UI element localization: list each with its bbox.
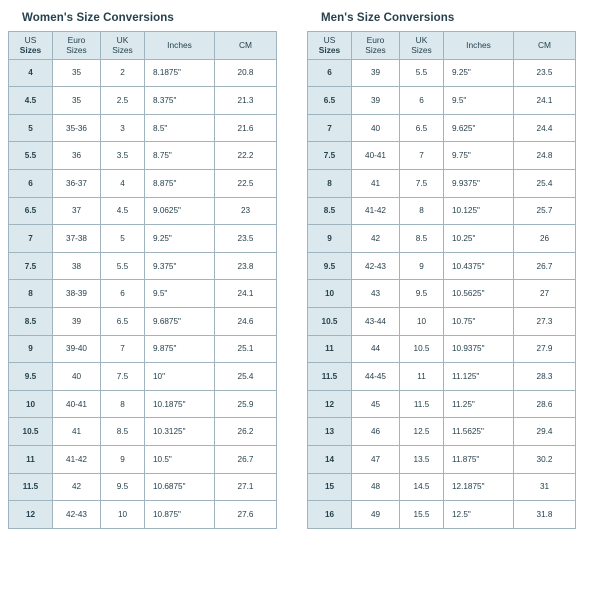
table-row xyxy=(308,142,576,170)
table-row xyxy=(9,142,277,170)
womens-size-table xyxy=(8,31,277,529)
mens-table-head xyxy=(308,32,576,60)
table-row xyxy=(308,169,576,197)
cell-uk-size: 7.5 xyxy=(400,169,444,197)
cell-uk-size: 4.5 xyxy=(101,197,145,225)
cell-us-size: 12 xyxy=(308,390,352,418)
cell-cm: 28.6 xyxy=(514,390,576,418)
column-header-us xyxy=(308,32,352,60)
cell-euro-size: 46 xyxy=(352,418,400,446)
mens-table-title: Men's Size Conversions xyxy=(321,12,455,24)
cell-cm: 22.2 xyxy=(215,142,277,170)
cell-cm: 26.7 xyxy=(215,445,277,473)
cell-inches: 9.625" xyxy=(444,114,514,142)
cell-inches: 11.5625" xyxy=(444,418,514,446)
cell-uk-size: 7 xyxy=(400,142,444,170)
cell-uk-size: 8 xyxy=(400,197,444,225)
womens-panel xyxy=(8,10,293,600)
cell-cm: 25.7 xyxy=(514,197,576,225)
cell-us-size: 4 xyxy=(9,59,53,87)
cell-us-size: 6 xyxy=(308,59,352,87)
cell-inches: 10.3125" xyxy=(145,418,215,446)
cell-euro-size: 39 xyxy=(352,59,400,87)
cell-cm: 21.6 xyxy=(215,114,277,142)
cell-cm: 24.6 xyxy=(215,307,277,335)
table-row xyxy=(308,418,576,446)
cell-cm: 23 xyxy=(215,197,277,225)
cell-uk-size: 14.5 xyxy=(400,473,444,501)
table-row xyxy=(9,59,277,87)
cell-euro-size: 35 xyxy=(53,87,101,115)
cell-uk-size: 6 xyxy=(400,87,444,115)
cell-inches: 9.0625" xyxy=(145,197,215,225)
cell-uk-size: 10 xyxy=(400,307,444,335)
column-header-uk-line2: Sizes xyxy=(112,45,133,56)
cell-cm: 24.1 xyxy=(215,280,277,308)
column-header-euro xyxy=(53,32,101,60)
cell-euro-size: 44 xyxy=(352,335,400,363)
cell-inches: 12.1875" xyxy=(444,473,514,501)
cell-cm: 29.4 xyxy=(514,418,576,446)
cell-euro-size: 49 xyxy=(352,501,400,529)
cell-inches: 9.375" xyxy=(145,252,215,280)
cell-uk-size: 7 xyxy=(101,335,145,363)
cell-cm: 26 xyxy=(514,225,576,253)
table-row xyxy=(308,114,576,142)
cell-inches: 11.125" xyxy=(444,363,514,391)
cell-euro-size: 43-44 xyxy=(352,307,400,335)
cell-us-size: 10.5 xyxy=(308,307,352,335)
cell-euro-size: 39-40 xyxy=(53,335,101,363)
cell-cm: 31.8 xyxy=(514,501,576,529)
cell-us-size: 15 xyxy=(308,473,352,501)
cell-us-size: 8.5 xyxy=(308,197,352,225)
cell-cm: 27.6 xyxy=(215,501,277,529)
cell-us-size: 5.5 xyxy=(9,142,53,170)
cell-us-size: 10 xyxy=(9,390,53,418)
cell-euro-size: 35-36 xyxy=(53,114,101,142)
cell-uk-size: 8 xyxy=(101,390,145,418)
table-row xyxy=(308,87,576,115)
cell-us-size: 6.5 xyxy=(308,87,352,115)
cell-cm: 25.4 xyxy=(215,363,277,391)
cell-euro-size: 40-41 xyxy=(53,390,101,418)
cell-us-size: 10.5 xyxy=(9,418,53,446)
cell-cm: 27.3 xyxy=(514,307,576,335)
cell-cm: 28.3 xyxy=(514,363,576,391)
mens-size-table xyxy=(307,31,576,529)
table-row xyxy=(9,225,277,253)
cell-euro-size: 41-42 xyxy=(53,445,101,473)
cell-us-size: 6 xyxy=(9,169,53,197)
cell-inches: 10.9375" xyxy=(444,335,514,363)
cell-us-size: 9.5 xyxy=(9,363,53,391)
table-row xyxy=(9,280,277,308)
cell-euro-size: 36-37 xyxy=(53,169,101,197)
table-row xyxy=(9,252,277,280)
table-row xyxy=(9,473,277,501)
cell-euro-size: 42-43 xyxy=(352,252,400,280)
cell-cm: 24.4 xyxy=(514,114,576,142)
cell-uk-size: 9 xyxy=(400,252,444,280)
cell-uk-size: 4 xyxy=(101,169,145,197)
cell-uk-size: 8.5 xyxy=(101,418,145,446)
cell-inches: 10.4375" xyxy=(444,252,514,280)
table-row xyxy=(308,335,576,363)
cell-inches: 10.875" xyxy=(145,501,215,529)
cell-uk-size: 10.5 xyxy=(400,335,444,363)
cell-uk-size: 6.5 xyxy=(400,114,444,142)
cell-inches: 10.25" xyxy=(444,225,514,253)
table-row xyxy=(9,114,277,142)
cell-inches: 9.5" xyxy=(145,280,215,308)
column-header-euro-line2: Sizes xyxy=(66,45,87,56)
column-header-uk xyxy=(400,32,444,60)
cell-euro-size: 37-38 xyxy=(53,225,101,253)
cell-inches: 12.5" xyxy=(444,501,514,529)
table-row xyxy=(308,280,576,308)
table-row xyxy=(308,473,576,501)
cell-inches: 11.875" xyxy=(444,445,514,473)
cell-uk-size: 9.5 xyxy=(101,473,145,501)
table-row xyxy=(9,363,277,391)
table-row xyxy=(9,87,277,115)
column-header-us-line1: US xyxy=(24,34,37,45)
cell-euro-size: 38-39 xyxy=(53,280,101,308)
cell-cm: 25.1 xyxy=(215,335,277,363)
column-header-euro-line2: Sizes xyxy=(365,45,386,56)
cell-us-size: 7.5 xyxy=(308,142,352,170)
cell-us-size: 4.5 xyxy=(9,87,53,115)
cell-inches: 9.875" xyxy=(145,335,215,363)
column-header-us xyxy=(9,32,53,60)
column-header-uk-line1: UK xyxy=(116,34,129,45)
cell-inches: 10.5" xyxy=(145,445,215,473)
cell-uk-size: 7.5 xyxy=(101,363,145,391)
column-header-us-line2: Sizes xyxy=(318,45,341,56)
cell-euro-size: 41 xyxy=(53,418,101,446)
cell-cm: 23.5 xyxy=(514,59,576,87)
cell-uk-size: 11 xyxy=(400,363,444,391)
cell-us-size: 16 xyxy=(308,501,352,529)
cell-us-size: 9 xyxy=(308,225,352,253)
column-header-euro xyxy=(352,32,400,60)
cell-euro-size: 39 xyxy=(352,87,400,115)
cell-euro-size: 37 xyxy=(53,197,101,225)
cell-us-size: 8 xyxy=(9,280,53,308)
cell-us-size: 7 xyxy=(9,225,53,253)
womens-table-body xyxy=(9,59,277,528)
cell-euro-size: 43 xyxy=(352,280,400,308)
cell-us-size: 9.5 xyxy=(308,252,352,280)
cell-inches: 9.9375" xyxy=(444,169,514,197)
cell-cm: 22.5 xyxy=(215,169,277,197)
cell-us-size: 11 xyxy=(9,445,53,473)
cell-us-size: 7 xyxy=(308,114,352,142)
cell-euro-size: 41-42 xyxy=(352,197,400,225)
cell-us-size: 13 xyxy=(308,418,352,446)
cell-inches: 10.5625" xyxy=(444,280,514,308)
cell-uk-size: 8.5 xyxy=(400,225,444,253)
cell-euro-size: 42-43 xyxy=(53,501,101,529)
table-row xyxy=(9,418,277,446)
cell-us-size: 10 xyxy=(308,280,352,308)
cell-uk-size: 5.5 xyxy=(400,59,444,87)
womens-table-title: Women's Size Conversions xyxy=(22,12,174,24)
cell-inches: 8.1875" xyxy=(145,59,215,87)
column-header-inches-line1: Inches xyxy=(466,40,491,51)
cell-euro-size: 48 xyxy=(352,473,400,501)
cell-uk-size: 10 xyxy=(101,501,145,529)
cell-inches: 10.75" xyxy=(444,307,514,335)
cell-us-size: 14 xyxy=(308,445,352,473)
column-header-cm xyxy=(514,32,576,60)
cell-inches: 9.25" xyxy=(145,225,215,253)
cell-uk-size: 9 xyxy=(101,445,145,473)
table-row xyxy=(9,197,277,225)
cell-cm: 23.5 xyxy=(215,225,277,253)
column-header-uk xyxy=(101,32,145,60)
cell-inches: 10" xyxy=(145,363,215,391)
cell-uk-size: 3.5 xyxy=(101,142,145,170)
table-row xyxy=(308,501,576,529)
column-header-inches xyxy=(444,32,514,60)
cell-uk-size: 2 xyxy=(101,59,145,87)
column-header-cm-line1: CM xyxy=(537,40,552,51)
cell-us-size: 8.5 xyxy=(9,307,53,335)
cell-uk-size: 12.5 xyxy=(400,418,444,446)
womens-table-head xyxy=(9,32,277,60)
table-row xyxy=(308,390,576,418)
cell-inches: 9.75" xyxy=(444,142,514,170)
cell-us-size: 8 xyxy=(308,169,352,197)
cell-euro-size: 35 xyxy=(53,59,101,87)
mens-panel xyxy=(307,10,592,600)
cell-cm: 26.2 xyxy=(215,418,277,446)
column-header-us-line1: US xyxy=(323,34,336,45)
column-header-cm-line1: CM xyxy=(238,40,253,51)
cell-inches: 8.5" xyxy=(145,114,215,142)
cell-uk-size: 9.5 xyxy=(400,280,444,308)
cell-euro-size: 40 xyxy=(53,363,101,391)
cell-euro-size: 42 xyxy=(352,225,400,253)
cell-cm: 25.4 xyxy=(514,169,576,197)
cell-uk-size: 2.5 xyxy=(101,87,145,115)
cell-euro-size: 42 xyxy=(53,473,101,501)
cell-uk-size: 6.5 xyxy=(101,307,145,335)
cell-us-size: 5 xyxy=(9,114,53,142)
cell-inches: 11.25" xyxy=(444,390,514,418)
table-row xyxy=(308,252,576,280)
cell-us-size: 9 xyxy=(9,335,53,363)
cell-us-size: 11.5 xyxy=(308,363,352,391)
column-header-uk-line2: Sizes xyxy=(411,45,432,56)
table-row xyxy=(9,307,277,335)
cell-cm: 25.9 xyxy=(215,390,277,418)
cell-inches: 8.375" xyxy=(145,87,215,115)
table-header-row xyxy=(9,32,277,60)
cell-cm: 30.2 xyxy=(514,445,576,473)
table-row xyxy=(308,307,576,335)
cell-uk-size: 15.5 xyxy=(400,501,444,529)
column-header-inches-line1: Inches xyxy=(167,40,192,51)
table-row xyxy=(9,169,277,197)
cell-cm: 26.7 xyxy=(514,252,576,280)
cell-euro-size: 36 xyxy=(53,142,101,170)
cell-cm: 20.8 xyxy=(215,59,277,87)
column-header-us-line2: Sizes xyxy=(19,45,42,56)
cell-inches: 9.6875" xyxy=(145,307,215,335)
cell-us-size: 11 xyxy=(308,335,352,363)
cell-cm: 31 xyxy=(514,473,576,501)
cell-uk-size: 13.5 xyxy=(400,445,444,473)
cell-uk-size: 6 xyxy=(101,280,145,308)
table-row xyxy=(308,197,576,225)
cell-inches: 9.25" xyxy=(444,59,514,87)
table-row xyxy=(9,390,277,418)
cell-cm: 27.9 xyxy=(514,335,576,363)
cell-euro-size: 44-45 xyxy=(352,363,400,391)
table-row xyxy=(308,59,576,87)
table-row xyxy=(9,335,277,363)
table-row xyxy=(308,445,576,473)
table-row xyxy=(308,225,576,253)
cell-cm: 21.3 xyxy=(215,87,277,115)
cell-uk-size: 5 xyxy=(101,225,145,253)
cell-euro-size: 41 xyxy=(352,169,400,197)
cell-us-size: 6.5 xyxy=(9,197,53,225)
cell-euro-size: 39 xyxy=(53,307,101,335)
cell-us-size: 11.5 xyxy=(9,473,53,501)
column-header-cm xyxy=(215,32,277,60)
cell-euro-size: 40-41 xyxy=(352,142,400,170)
cell-cm: 27 xyxy=(514,280,576,308)
cell-euro-size: 47 xyxy=(352,445,400,473)
cell-us-size: 7.5 xyxy=(9,252,53,280)
cell-inches: 10.125" xyxy=(444,197,514,225)
cell-euro-size: 40 xyxy=(352,114,400,142)
cell-us-size: 12 xyxy=(9,501,53,529)
cell-cm: 24.8 xyxy=(514,142,576,170)
cell-cm: 24.1 xyxy=(514,87,576,115)
cell-cm: 23.8 xyxy=(215,252,277,280)
cell-inches: 8.875" xyxy=(145,169,215,197)
column-header-uk-line1: UK xyxy=(415,34,428,45)
cell-euro-size: 45 xyxy=(352,390,400,418)
table-header-row xyxy=(308,32,576,60)
column-header-euro-line1: Euro xyxy=(67,34,86,45)
column-header-inches xyxy=(145,32,215,60)
cell-inches: 10.1875" xyxy=(145,390,215,418)
mens-table-body xyxy=(308,59,576,528)
cell-inches: 8.75" xyxy=(145,142,215,170)
table-row xyxy=(9,501,277,529)
table-row xyxy=(308,363,576,391)
column-header-euro-line1: Euro xyxy=(366,34,385,45)
cell-uk-size: 5.5 xyxy=(101,252,145,280)
cell-uk-size: 11.5 xyxy=(400,390,444,418)
table-row xyxy=(9,445,277,473)
cell-euro-size: 38 xyxy=(53,252,101,280)
cell-uk-size: 3 xyxy=(101,114,145,142)
cell-inches: 9.5" xyxy=(444,87,514,115)
cell-cm: 27.1 xyxy=(215,473,277,501)
cell-inches: 10.6875" xyxy=(145,473,215,501)
